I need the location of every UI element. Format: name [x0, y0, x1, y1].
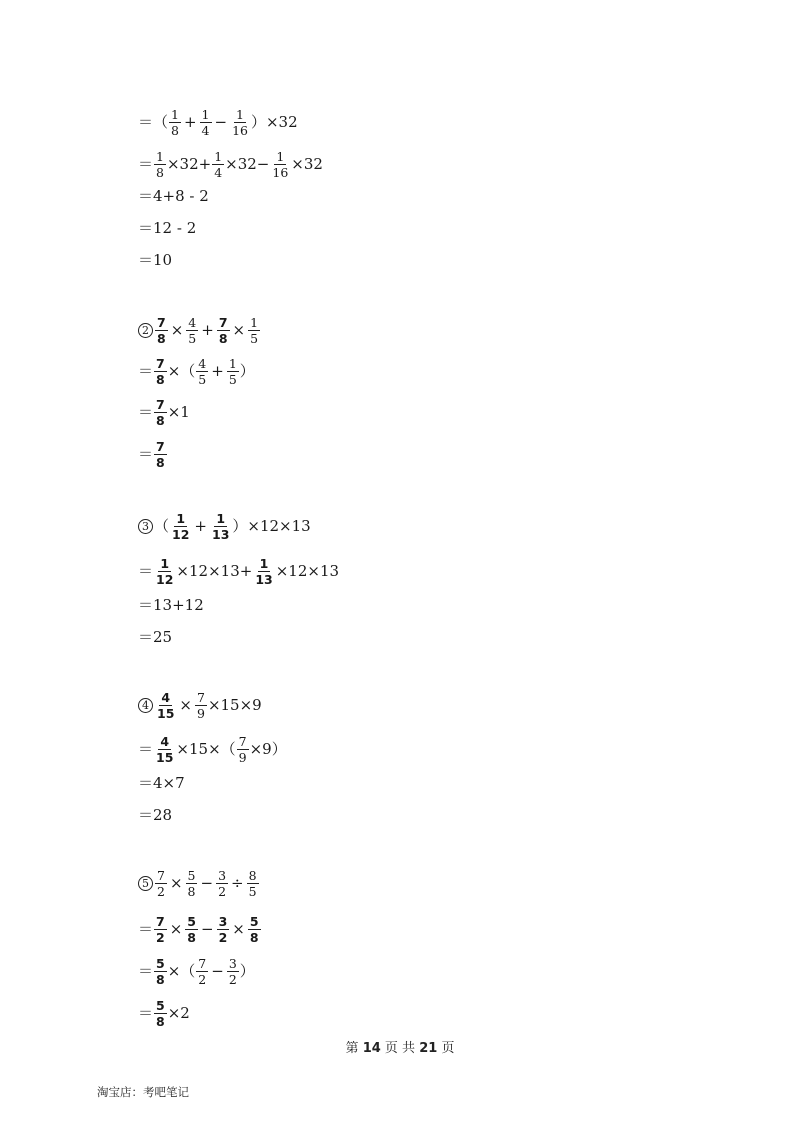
operator: − — [201, 920, 214, 939]
problem-number: 4 — [138, 698, 153, 713]
operator: × — [232, 321, 246, 340]
fraction: $\frac{7}{8}$ — [156, 439, 165, 471]
fraction: $\frac{1}{4}$ — [214, 149, 223, 181]
fraction: $\frac{7}{8}$ — [157, 315, 166, 347]
equation-text: ＝ — [138, 403, 154, 422]
equation-text: ＝ — [138, 740, 154, 759]
equation-line — [138, 440, 168, 469]
equation-line — [138, 150, 323, 179]
problem-number: 3 — [138, 519, 153, 534]
equation-text: ＝ — [138, 445, 154, 464]
equation-text: ×12×13+ — [176, 562, 253, 581]
equation-line — [138, 957, 255, 986]
fraction: $\frac{1}{12}$ — [172, 511, 190, 543]
fraction: $\frac{7}{2}$ — [157, 868, 165, 900]
equation-line: ＝4+8 - 2 — [138, 187, 209, 205]
equation-text: ＝ — [138, 962, 154, 981]
equation-line: ＝4×7 — [138, 774, 185, 792]
fraction: $\frac{1}{5}$ — [228, 356, 237, 388]
equation-line — [138, 512, 311, 541]
fraction: $\frac{3}{2}$ — [228, 956, 237, 988]
fraction: $\frac{1}{12}$ — [156, 556, 174, 588]
fraction: $\frac{1}{13}$ — [255, 556, 273, 588]
page-footer: 第 14 页 共 21 页 — [345, 1041, 455, 1056]
fraction: $\frac{4}{15}$ — [156, 734, 174, 766]
fraction: $\frac{7}{9}$ — [238, 734, 247, 766]
fraction: $\frac{8}{5}$ — [248, 868, 257, 900]
operator: × — [169, 874, 183, 893]
equation-text: ×（ — [167, 962, 196, 981]
equation-line — [138, 316, 261, 345]
fraction: $\frac{1}{4}$ — [201, 107, 210, 139]
equation-text: ×15×9 — [207, 696, 262, 715]
fraction: $\frac{1}{16}$ — [272, 149, 289, 181]
operator: × — [232, 920, 245, 939]
equation-text: ×12×13 — [275, 562, 340, 581]
equation-line: ＝10 — [138, 251, 173, 269]
shop-credit: 淘宝店：考吧笔记 — [97, 1085, 189, 1099]
operator: − — [200, 874, 214, 893]
equation-text: ＝ — [138, 920, 154, 939]
operator: − — [211, 962, 224, 981]
equation-line: ＝13+12 — [138, 596, 204, 614]
equation-text: ×（ — [167, 362, 196, 381]
equation-line: ＝28 — [138, 806, 173, 824]
equation-line — [138, 108, 298, 137]
fraction: $\frac{7}{8}$ — [156, 356, 165, 388]
fraction: $\frac{1}{13}$ — [212, 511, 230, 543]
equation-line — [138, 735, 287, 764]
equation-text: ＝ — [138, 362, 154, 381]
equation-text: ×32+ — [166, 155, 212, 174]
operator: × — [179, 696, 192, 715]
equation-line — [138, 869, 260, 898]
problem-number: 5 — [138, 876, 153, 891]
operator: + — [183, 113, 197, 132]
equation-line — [138, 691, 262, 720]
fraction: $\frac{1}{8}$ — [156, 149, 164, 181]
fraction: $\frac{7}{8}$ — [156, 397, 165, 429]
equation-text: ×1 — [167, 403, 190, 422]
equation-text: ＝（ — [138, 113, 169, 132]
fraction: $\frac{3}{2}$ — [218, 914, 228, 946]
operator: ÷ — [231, 874, 244, 893]
total-page-count: 21 — [419, 1041, 438, 1056]
fraction: $\frac{5}{8}$ — [249, 914, 259, 946]
equation-line — [138, 915, 262, 944]
operator: × — [169, 920, 183, 939]
equation-line — [138, 357, 255, 386]
operator: − — [214, 113, 228, 132]
equation-text: ×32 — [291, 155, 323, 174]
fraction: $\frac{1}{8}$ — [171, 107, 179, 139]
fraction: $\frac{3}{2}$ — [218, 868, 227, 900]
equation-text: ×9） — [249, 740, 287, 759]
equation-text: ＝ — [138, 1004, 154, 1023]
equation-text: ×32− — [225, 155, 270, 174]
fraction: $\frac{7}{8}$ — [218, 315, 228, 347]
equation-text: ＝ — [138, 562, 154, 581]
fraction: $\frac{5}{8}$ — [156, 956, 165, 988]
current-page-number: 14 — [362, 1041, 381, 1056]
equation-text: （ — [154, 517, 170, 536]
problem-number: 2 — [138, 323, 153, 338]
fraction: $\frac{5}{8}$ — [187, 868, 196, 900]
equation-line: ＝25 — [138, 628, 173, 646]
fraction: $\frac{7}{9}$ — [196, 690, 205, 722]
equation-line — [138, 398, 190, 427]
fraction: $\frac{1}{16}$ — [232, 107, 248, 139]
equation-text: ＝ — [138, 155, 154, 174]
fraction: $\frac{1}{5}$ — [250, 315, 259, 347]
equation-line — [138, 557, 339, 586]
equation-line — [138, 999, 190, 1028]
operator: + — [201, 321, 214, 340]
equation-text: ）×12×13 — [232, 517, 311, 536]
fraction: $\frac{4}{15}$ — [157, 690, 175, 722]
equation-text: ） — [239, 962, 255, 981]
fraction: $\frac{4}{5}$ — [198, 356, 207, 388]
fraction: $\frac{7}{2}$ — [198, 956, 207, 988]
equation-text: ） — [239, 362, 255, 381]
operator: + — [211, 362, 224, 381]
equation-text: ×2 — [167, 1004, 190, 1023]
operator: × — [170, 321, 184, 340]
fraction: $\frac{4}{5}$ — [188, 315, 197, 347]
fraction: $\frac{5}{8}$ — [187, 914, 196, 946]
fraction: $\frac{5}{8}$ — [156, 998, 165, 1030]
fraction: $\frac{7}{2}$ — [156, 914, 165, 946]
equation-text: ）×32 — [250, 113, 298, 132]
operator: + — [194, 517, 207, 536]
equation-text: ×15×（ — [176, 740, 236, 759]
equation-line: ＝12 - 2 — [138, 219, 197, 237]
